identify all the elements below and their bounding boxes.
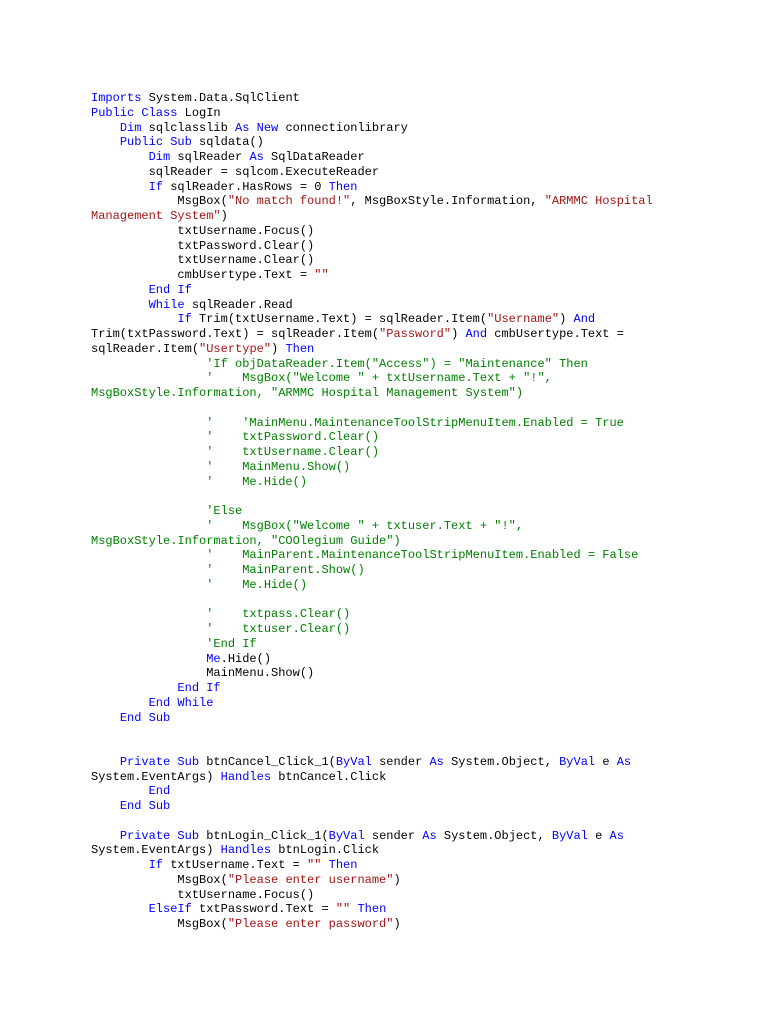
code-line bbox=[91, 578, 691, 593]
code-text: e bbox=[595, 754, 617, 769]
code-text bbox=[321, 858, 328, 872]
code-text bbox=[91, 180, 149, 194]
code-text: System.Data.SqlClient bbox=[141, 91, 300, 105]
code-line bbox=[91, 917, 691, 932]
code-string: "Usertype" bbox=[199, 341, 272, 356]
code-line bbox=[91, 622, 691, 637]
code-text: sender bbox=[364, 828, 423, 843]
code-keyword: Then bbox=[328, 858, 358, 872]
code-keyword: Then bbox=[328, 179, 358, 194]
code-keyword: End bbox=[148, 784, 171, 799]
code-text: btnLogin_Click_1( bbox=[199, 828, 329, 843]
code-line bbox=[91, 312, 691, 327]
code-keyword: End If bbox=[177, 681, 221, 695]
code-text: connectionlibrary bbox=[278, 120, 408, 135]
code-text: SqlDataReader bbox=[263, 150, 365, 164]
code-line bbox=[91, 475, 691, 490]
code-keyword: And bbox=[573, 312, 596, 327]
code-line bbox=[91, 873, 691, 888]
code-keyword: ByVal bbox=[559, 754, 596, 769]
code-text bbox=[91, 150, 149, 164]
code-line bbox=[91, 607, 691, 622]
code-keyword: If bbox=[148, 179, 164, 194]
code-text bbox=[91, 298, 149, 312]
code-line bbox=[91, 489, 691, 504]
code-string: Management System" bbox=[91, 209, 221, 223]
code-comment: ' MainParent.MaintenanceToolStripMenuItem.Enabled = False bbox=[91, 548, 639, 563]
code-comment: 'If objDataReader.Item("Access") = "Maintenance" Then bbox=[91, 356, 588, 371]
code-text: ) bbox=[271, 341, 286, 356]
code-text bbox=[91, 799, 120, 813]
code-keyword: Public Sub bbox=[119, 135, 192, 150]
code-line bbox=[91, 637, 691, 652]
code-line bbox=[91, 106, 691, 121]
code-text bbox=[91, 121, 120, 135]
code-text bbox=[91, 784, 149, 798]
code-keyword: ElseIf bbox=[148, 902, 192, 917]
code-line bbox=[91, 194, 691, 209]
code-line bbox=[91, 135, 691, 150]
code-line bbox=[91, 283, 691, 298]
code-keyword: ByVal bbox=[328, 828, 365, 843]
code-line bbox=[91, 711, 691, 726]
code-comment: ' Me.Hide() bbox=[91, 474, 308, 489]
code-text bbox=[91, 902, 149, 916]
code-comment: 'End If bbox=[91, 636, 257, 651]
code-keyword: Dim bbox=[119, 120, 142, 135]
code-line bbox=[91, 165, 691, 180]
code-text: btnCancel.Click bbox=[271, 769, 387, 784]
code-keyword: As New bbox=[235, 120, 279, 135]
code-string: "ARMMC Hospital bbox=[544, 194, 653, 209]
code-line bbox=[91, 799, 691, 814]
code-text: btnLogin.Click bbox=[271, 843, 380, 858]
code-keyword: ByVal bbox=[335, 754, 372, 769]
code-text: System.Object, bbox=[436, 828, 552, 843]
code-text: MsgBox( bbox=[91, 872, 228, 887]
code-comment: ' txtUsername.Clear() bbox=[91, 445, 380, 459]
code-listing bbox=[91, 91, 691, 932]
code-text bbox=[91, 829, 120, 843]
code-line bbox=[91, 150, 691, 165]
code-line bbox=[91, 430, 691, 445]
code-keyword: End If bbox=[148, 282, 192, 297]
code-line bbox=[91, 371, 691, 386]
code-comment: ' txtpass.Clear() bbox=[91, 607, 351, 622]
code-keyword: Private Sub bbox=[119, 754, 200, 769]
code-line bbox=[91, 888, 691, 903]
code-line bbox=[91, 829, 691, 844]
code-keyword: As bbox=[422, 828, 437, 843]
code-line bbox=[91, 563, 691, 578]
code-line bbox=[91, 843, 691, 858]
code-line bbox=[91, 902, 691, 917]
code-line bbox=[91, 725, 691, 740]
code-text: sqlclasslib bbox=[141, 120, 236, 135]
code-text: LogIn bbox=[177, 105, 221, 120]
code-keyword: If bbox=[177, 312, 192, 327]
code-text: sqldata() bbox=[191, 135, 264, 150]
code-line bbox=[91, 534, 691, 549]
code-comment: 'Else bbox=[91, 504, 243, 518]
code-comment: ' Me.Hide() bbox=[91, 577, 308, 592]
code-keyword: Dim bbox=[148, 150, 171, 164]
code-line bbox=[91, 180, 691, 195]
code-line bbox=[91, 652, 691, 667]
code-comment: ' MsgBox("Welcome " + txtUsername.Text + "!", bbox=[91, 371, 552, 386]
code-text: cmbUsertype.Text = bbox=[91, 268, 315, 282]
code-text: System.EventArgs) bbox=[91, 843, 221, 858]
code-text: txtUsername.Text = bbox=[163, 858, 308, 872]
code-string: "" bbox=[335, 902, 351, 917]
code-line bbox=[91, 460, 691, 475]
code-string: "Please enter username" bbox=[227, 872, 394, 887]
code-text: sender bbox=[371, 754, 430, 769]
code-line bbox=[91, 858, 691, 873]
code-text: Trim(txtUsername.Text) = sqlReader.Item( bbox=[191, 312, 488, 327]
code-keyword: End While bbox=[148, 695, 214, 710]
code-comment: MsgBoxStyle.Information, "COOlegium Guide") bbox=[91, 533, 401, 548]
code-keyword: Handles bbox=[220, 769, 272, 784]
code-comment: ' MsgBox("Welcome " + txtuser.Text + "!", bbox=[91, 518, 524, 533]
code-text: , MsgBoxStyle.Information, bbox=[350, 194, 545, 209]
code-comment: ' 'MainMenu.MaintenanceToolStripMenuItem.Enabled = True bbox=[91, 415, 624, 430]
code-text: e bbox=[587, 828, 610, 843]
code-line bbox=[91, 224, 691, 239]
code-text: sqlReader.Item( bbox=[91, 341, 200, 356]
code-text: ) bbox=[451, 327, 466, 341]
code-text bbox=[91, 312, 177, 326]
code-text: txtUsername.Focus() bbox=[91, 223, 315, 238]
code-string: "Please enter password" bbox=[227, 917, 394, 931]
code-text: Trim(txtPassword.Text) = sqlReader.Item( bbox=[91, 327, 380, 341]
code-keyword: As bbox=[609, 828, 624, 843]
code-line bbox=[91, 548, 691, 563]
code-line bbox=[91, 298, 691, 313]
code-text: System.EventArgs) bbox=[91, 769, 221, 784]
code-line bbox=[91, 386, 691, 401]
code-line bbox=[91, 239, 691, 254]
code-keyword: Private Sub bbox=[119, 828, 200, 843]
code-line bbox=[91, 681, 691, 696]
code-line bbox=[91, 593, 691, 608]
code-line bbox=[91, 91, 691, 106]
code-keyword: Handles bbox=[220, 843, 272, 858]
code-comment: ' MainParent.Show() bbox=[91, 563, 365, 577]
code-text: MsgBox( bbox=[91, 917, 228, 931]
code-line bbox=[91, 504, 691, 519]
code-line bbox=[91, 666, 691, 681]
code-text: sqlReader bbox=[170, 150, 250, 164]
code-line bbox=[91, 814, 691, 829]
code-text: MainMenu.Show() bbox=[91, 666, 315, 681]
code-text bbox=[91, 283, 149, 297]
code-keyword: Then bbox=[357, 902, 387, 917]
code-comment: ' MainMenu.Show() bbox=[91, 459, 351, 474]
code-text: cmbUsertype.Text = bbox=[487, 327, 624, 341]
code-line bbox=[91, 770, 691, 785]
code-text: txtPassword.Clear() bbox=[91, 238, 315, 253]
code-line bbox=[91, 740, 691, 755]
code-text bbox=[91, 755, 120, 769]
code-text bbox=[91, 135, 120, 149]
code-text: sqlReader = sqlcom.ExecuteReader bbox=[91, 164, 380, 179]
code-text: .Hide() bbox=[220, 651, 272, 666]
code-line bbox=[91, 327, 691, 342]
code-keyword: Me bbox=[206, 651, 221, 666]
code-string: "No match found!" bbox=[227, 194, 351, 209]
code-string: "Username" bbox=[487, 312, 560, 327]
code-line bbox=[91, 416, 691, 431]
code-line bbox=[91, 445, 691, 460]
code-line bbox=[91, 519, 691, 534]
code-text: ) bbox=[220, 209, 228, 223]
code-text bbox=[91, 858, 149, 872]
code-comment: MsgBoxStyle.Information, "ARMMC Hospital Management System") bbox=[91, 386, 524, 400]
code-line bbox=[91, 342, 691, 357]
code-line bbox=[91, 121, 691, 136]
code-text: txtUsername.Focus() bbox=[91, 887, 315, 902]
code-text: ) bbox=[559, 312, 574, 327]
code-text: ) bbox=[393, 872, 401, 887]
code-line bbox=[91, 401, 691, 416]
code-text: System.Object, bbox=[443, 754, 560, 769]
code-string: "" bbox=[307, 858, 322, 872]
code-text: sqlReader.Read bbox=[184, 297, 293, 312]
code-keyword: End Sub bbox=[119, 710, 171, 725]
code-line bbox=[91, 268, 691, 283]
code-text: txtPassword.Text = bbox=[191, 902, 336, 917]
code-text: sqlReader.HasRows = 0 bbox=[163, 179, 329, 194]
code-keyword: If bbox=[148, 858, 164, 872]
code-keyword: Imports bbox=[91, 91, 142, 105]
code-text bbox=[91, 696, 149, 710]
code-keyword: And bbox=[465, 327, 488, 341]
code-keyword: As bbox=[429, 754, 444, 769]
code-string: "Password" bbox=[379, 327, 452, 341]
code-keyword: End Sub bbox=[119, 799, 171, 813]
code-string: "" bbox=[314, 268, 329, 282]
code-keyword: As bbox=[249, 150, 264, 164]
code-text bbox=[91, 711, 120, 725]
code-text: MsgBox( bbox=[91, 194, 228, 209]
code-line bbox=[91, 357, 691, 372]
code-keyword: While bbox=[148, 297, 185, 312]
code-line bbox=[91, 253, 691, 268]
code-line bbox=[91, 784, 691, 799]
code-text: ) bbox=[393, 917, 401, 931]
code-text bbox=[91, 681, 177, 695]
code-line bbox=[91, 209, 691, 224]
code-keyword: As bbox=[616, 754, 632, 769]
code-line bbox=[91, 755, 691, 770]
code-keyword: Public Class bbox=[91, 105, 178, 120]
code-keyword: Then bbox=[285, 341, 315, 356]
code-comment: ' txtPassword.Clear() bbox=[91, 430, 380, 445]
code-text bbox=[91, 652, 206, 666]
code-comment: ' txtuser.Clear() bbox=[91, 622, 351, 636]
code-keyword: ByVal bbox=[551, 828, 588, 843]
code-line bbox=[91, 696, 691, 711]
code-text: txtUsername.Clear() bbox=[91, 253, 315, 268]
code-text: btnCancel_Click_1( bbox=[199, 754, 336, 769]
